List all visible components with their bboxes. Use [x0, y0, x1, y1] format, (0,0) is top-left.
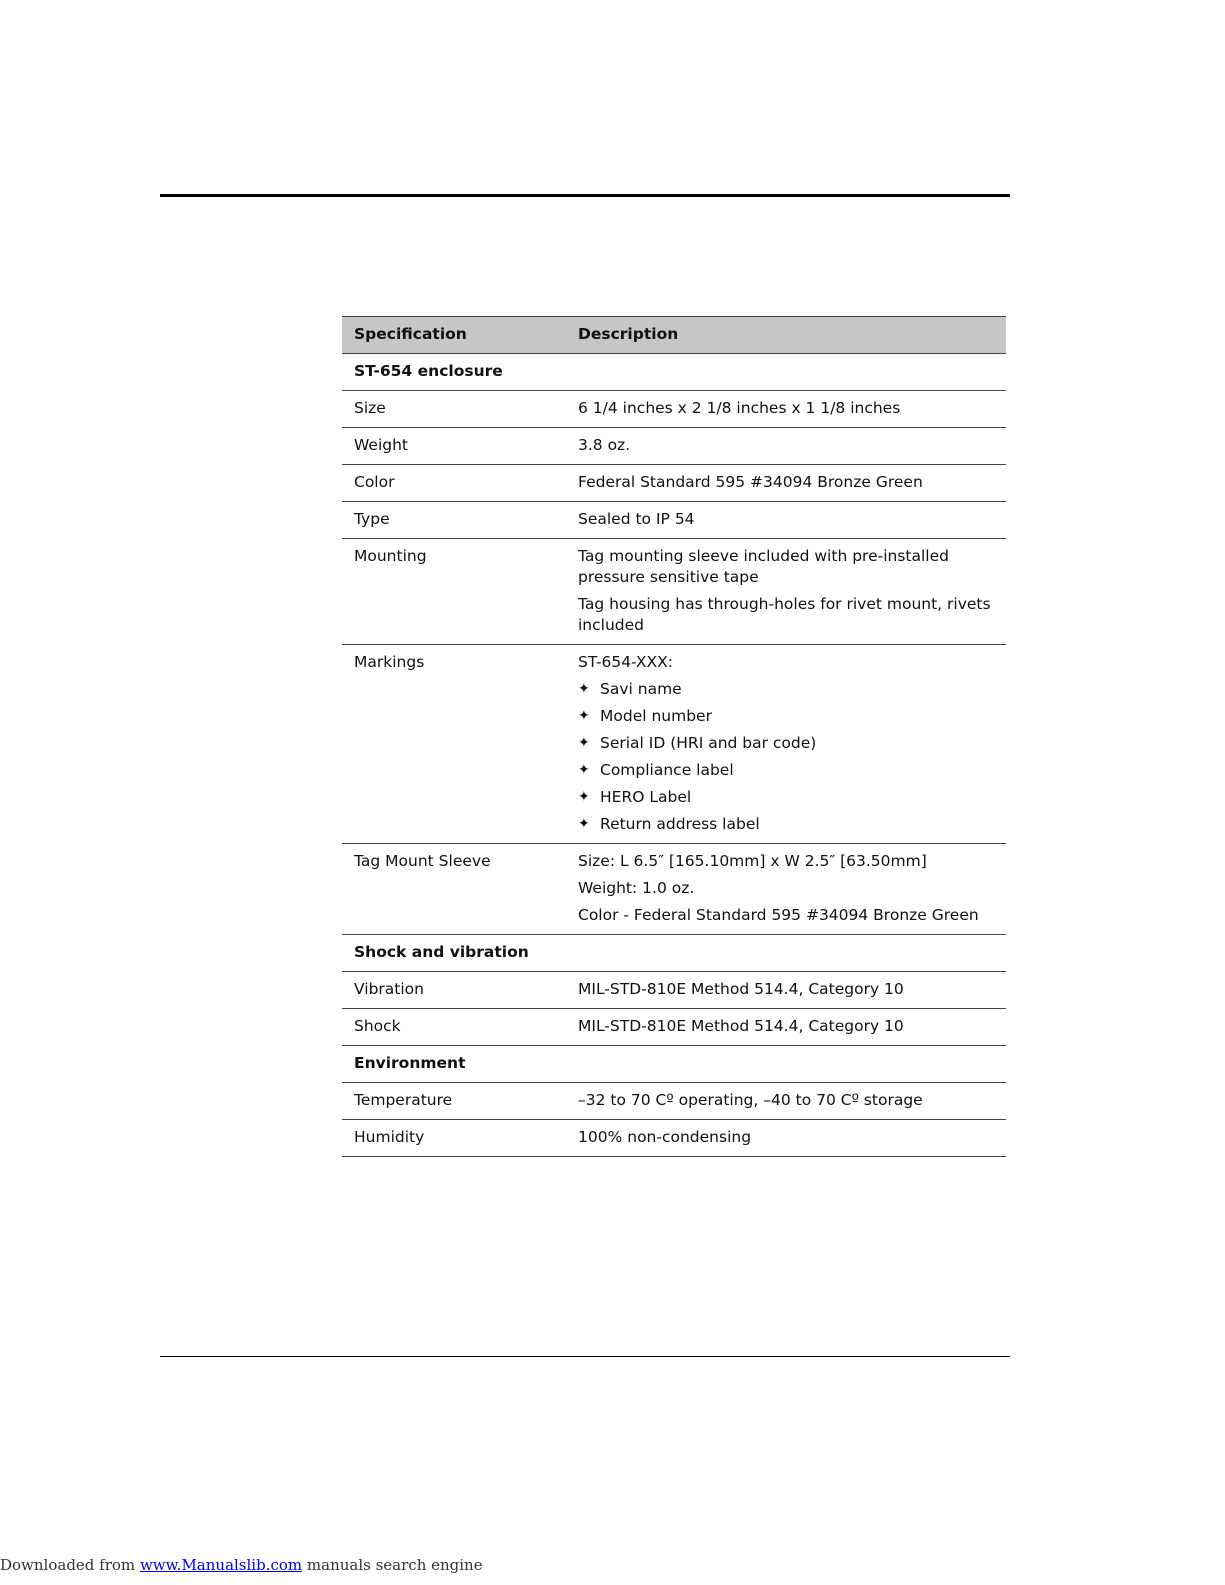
section-title: ST-654 enclosure: [342, 354, 1006, 391]
list-item: [578, 733, 994, 754]
bottom-rule: [160, 1356, 1010, 1357]
list-item: [578, 787, 994, 808]
section-title: Environment: [342, 1046, 1006, 1083]
list-item: [578, 679, 994, 700]
table-row: [342, 972, 1006, 1009]
table-row: [342, 539, 1006, 645]
spec-label: Size: [342, 391, 566, 428]
mounting-line: Tag housing has through-holes for rivet mount, rivets included: [578, 595, 991, 634]
download-footer: [0, 1556, 483, 1574]
spec-label: Vibration: [342, 972, 566, 1009]
list-item: [578, 814, 994, 835]
section-environment: [342, 1046, 1006, 1083]
spec-value: Federal Standard 595 #34094 Bronze Green: [566, 465, 1006, 502]
table-row: [342, 1120, 1006, 1157]
table-row: [342, 844, 1006, 935]
list-item: [578, 706, 994, 727]
spec-value: 3.8 oz.: [566, 428, 1006, 465]
star-bullet-icon: ✦: [578, 762, 590, 778]
list-item-text: Serial ID (HRI and bar code): [600, 734, 817, 752]
footer-suffix: manuals search engine: [306, 1556, 483, 1574]
table-row: [342, 645, 1006, 844]
markings-intro: ST-654-XXX:: [578, 653, 673, 671]
spec-value: MIL-STD-810E Method 514.4, Category 10: [566, 972, 1006, 1009]
star-bullet-icon: ✦: [578, 681, 590, 697]
spec-value: MIL-STD-810E Method 514.4, Category 10: [566, 1009, 1006, 1046]
manualslib-link[interactable]: www.Manualslib.com: [139, 1556, 303, 1574]
spec-label: Mounting: [342, 539, 566, 645]
sleeve-line: Color - Federal Standard 595 #34094 Bronze Green: [578, 906, 979, 924]
table-row: [342, 391, 1006, 428]
spec-value: [566, 645, 1006, 844]
section-shock: [342, 935, 1006, 972]
section-enclosure: [342, 354, 1006, 391]
list-item-text: Compliance label: [600, 761, 734, 779]
header-description: Description: [566, 317, 1006, 354]
spec-label: Color: [342, 465, 566, 502]
list-item: [578, 760, 994, 781]
list-item-text: HERO Label: [600, 788, 692, 806]
spec-label: Type: [342, 502, 566, 539]
mounting-line: Tag mounting sleeve included with pre-installed pressure sensitive tape: [578, 547, 949, 586]
table-row: [342, 1083, 1006, 1120]
table-row: [342, 428, 1006, 465]
spec-value: [566, 539, 1006, 645]
sleeve-line: Weight: 1.0 oz.: [578, 879, 695, 897]
spec-value: Sealed to IP 54: [566, 502, 1006, 539]
spec-value: 6 1/4 inches x 2 1/8 inches x 1 1/8 inches: [566, 391, 1006, 428]
spec-label: Markings: [342, 645, 566, 844]
list-item-text: Savi name: [600, 680, 682, 698]
spec-label: Tag Mount Sleeve: [342, 844, 566, 935]
markings-list: [578, 679, 994, 835]
footer-prefix: Downloaded from: [0, 1556, 136, 1574]
spec-label: Shock: [342, 1009, 566, 1046]
table-row: [342, 465, 1006, 502]
table-row: [342, 502, 1006, 539]
sleeve-line: Size: L 6.5″ [165.10mm] x W 2.5″ [63.50mm]: [578, 852, 927, 870]
list-item-text: Model number: [600, 707, 712, 725]
table-header-row: [342, 317, 1006, 354]
spec-label: Temperature: [342, 1083, 566, 1120]
list-item-text: Return address label: [600, 815, 760, 833]
spec-label: Humidity: [342, 1120, 566, 1157]
spec-table: [342, 316, 1006, 1157]
table-row: [342, 1009, 1006, 1046]
spec-value: [566, 844, 1006, 935]
star-bullet-icon: ✦: [578, 789, 590, 805]
top-rule: [160, 194, 1010, 197]
spec-label: Weight: [342, 428, 566, 465]
star-bullet-icon: ✦: [578, 816, 590, 832]
star-bullet-icon: ✦: [578, 708, 590, 724]
section-title: Shock and vibration: [342, 935, 1006, 972]
star-bullet-icon: ✦: [578, 735, 590, 751]
spec-value: 100% non-condensing: [566, 1120, 1006, 1157]
spec-value: –32 to 70 Cº operating, –40 to 70 Cº storage: [566, 1083, 1006, 1120]
header-specification: Specification: [342, 317, 566, 354]
